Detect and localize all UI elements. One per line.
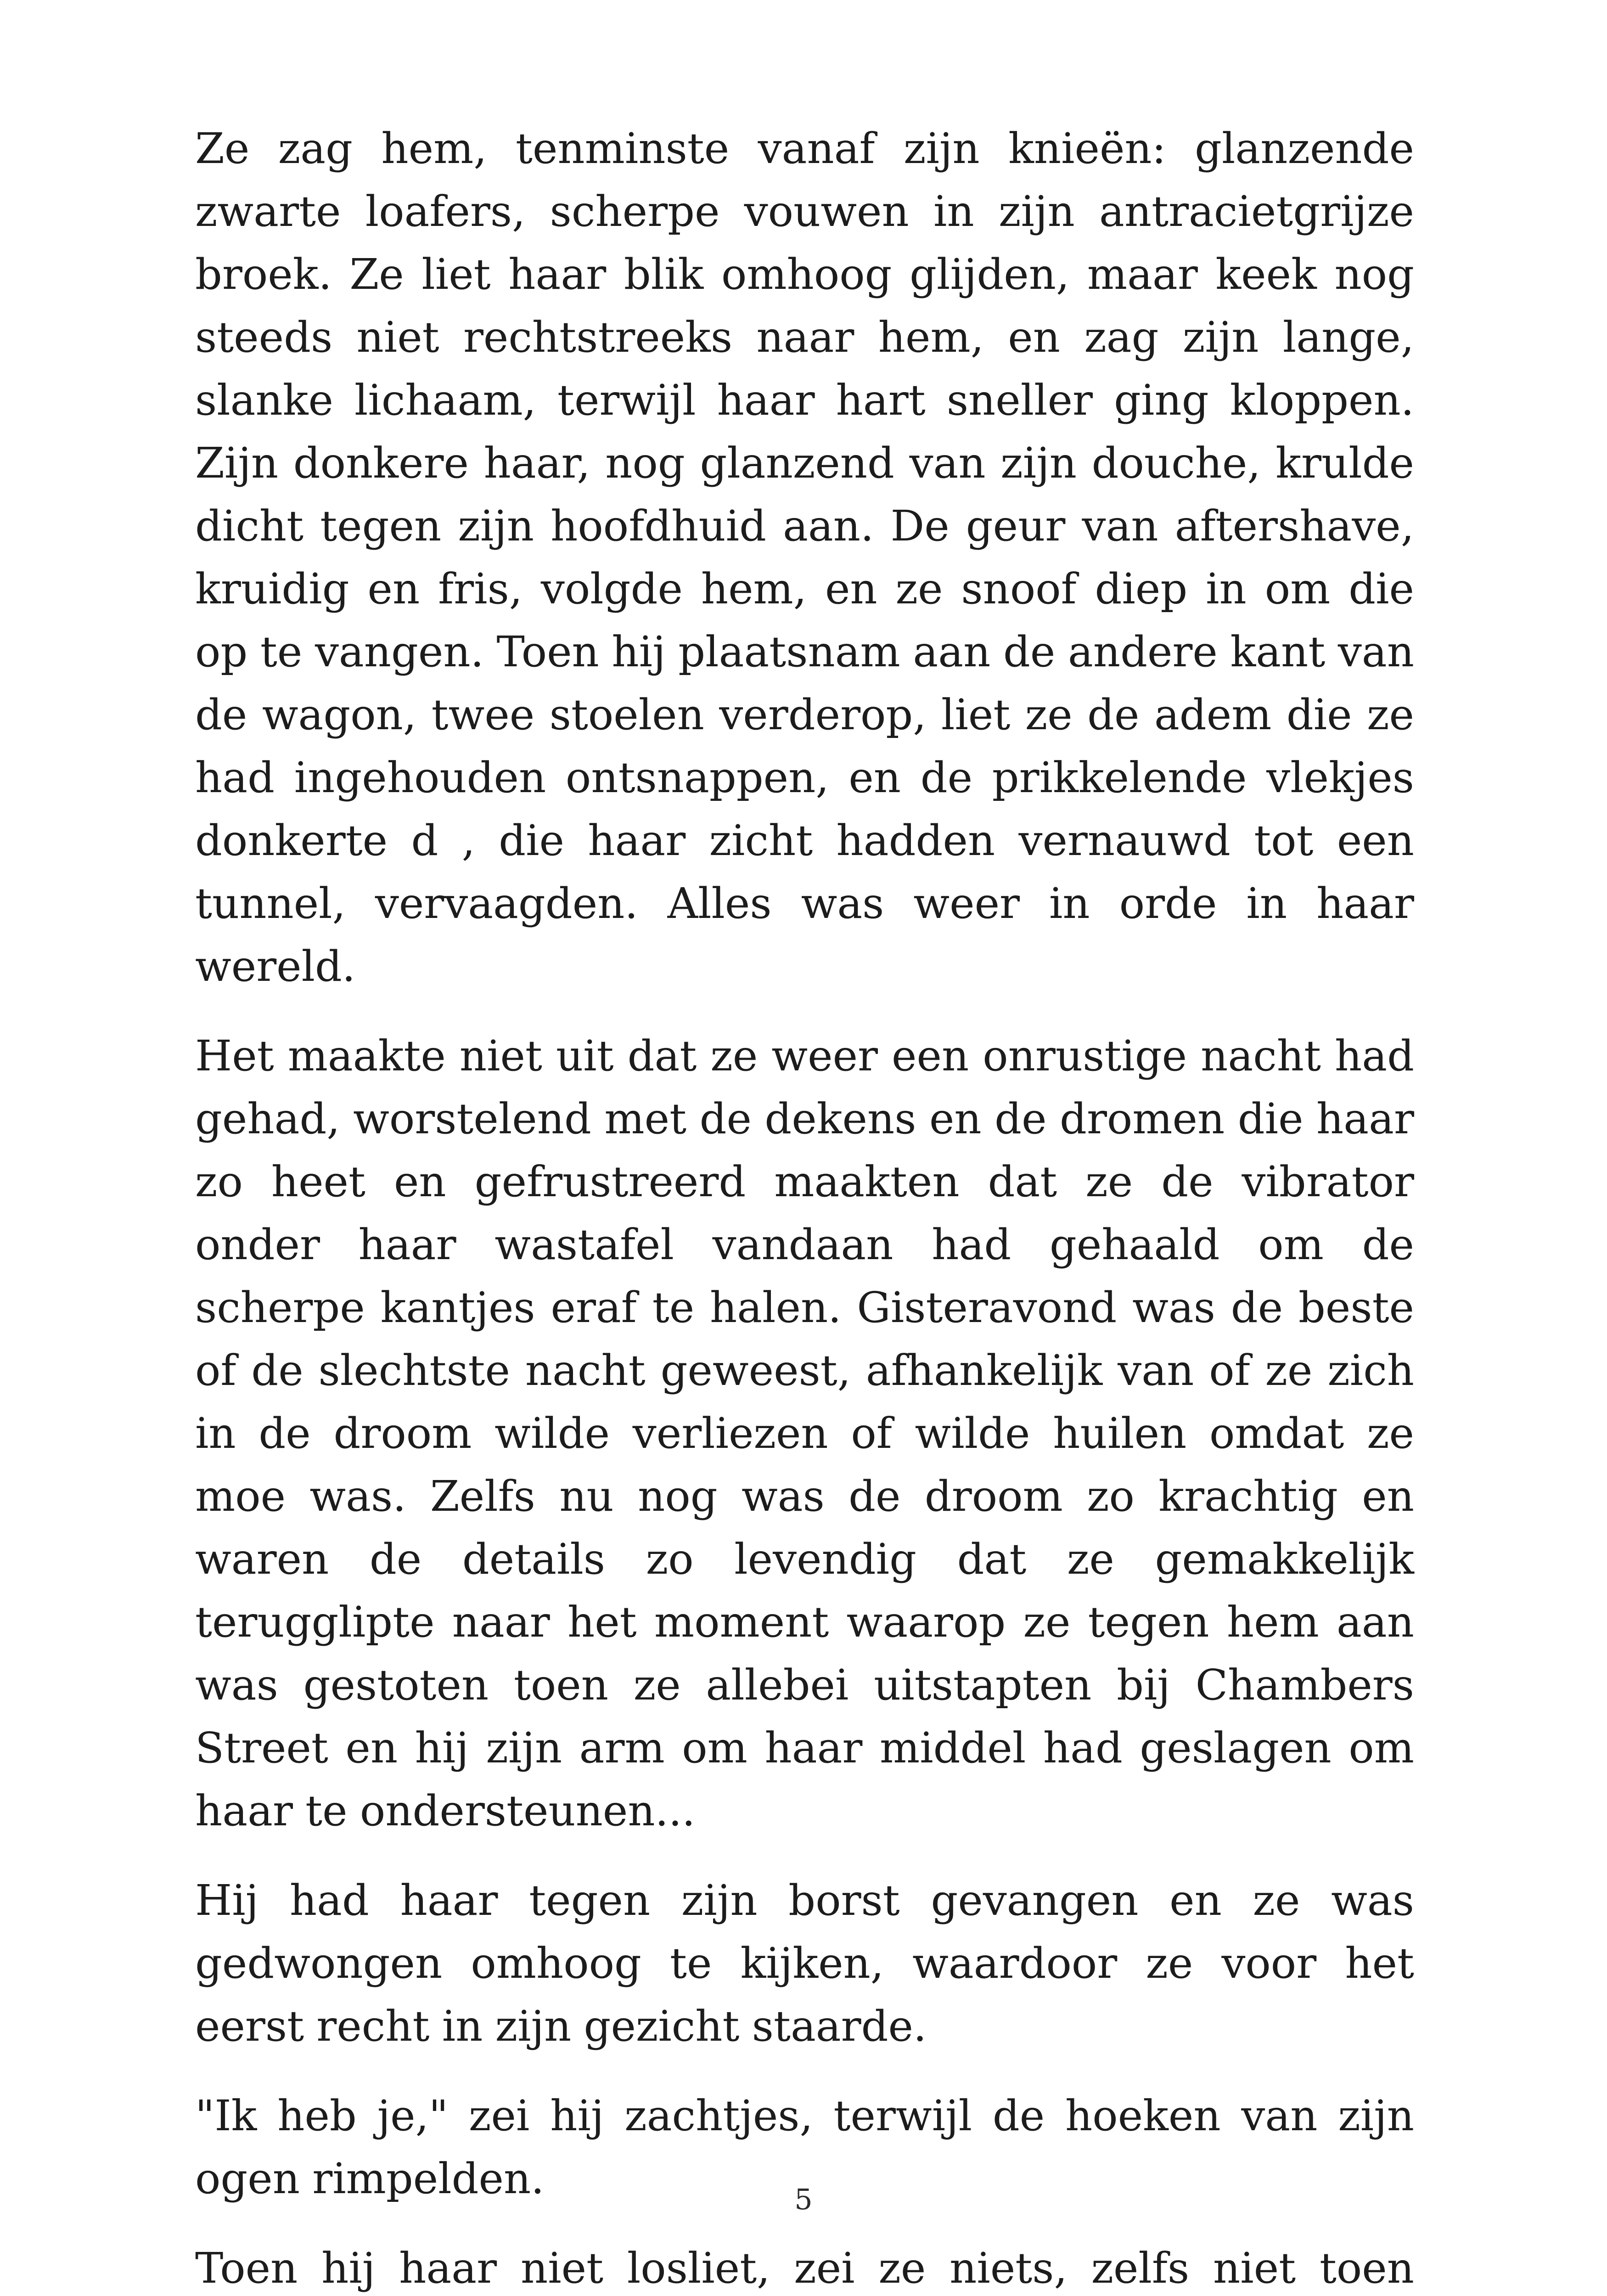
page-number: 5 — [794, 2183, 813, 2216]
page-body — [195, 117, 1414, 2296]
paragraph: Toen hij haar niet losliet, zei ze niets, zelfs niet toen — [195, 2244, 1414, 2293]
paragraph: Hij had haar tegen zijn borst gevangen en ze was gedwongen omhoog te kijken, waardoor ze voor het eerst recht in zijn gezicht staarde. — [195, 1876, 1414, 2051]
paragraph: Het maakte niet uit dat ze weer een onrustige nacht had gehad, worstelend met de dekens en de dromen die haar zo heet en gefrustreerd maakten dat ze de vibrator onder haar wastafel vandaan had gehaald om de scherpe kantjes eraf te halen. Gisteravond was de beste of de slechtste nacht geweest, afhankelijk van of ze zich in de droom wilde verliezen of wilde huilen omdat ze moe was. Zelfs nu nog was de droom zo krachtig en waren de details zo levendig dat ze gemakkelijk terugglipte naar het moment waarop ze tegen hem aan was gestoten toen ze allebei uitstapten bij Chambers Street en hij zijn arm om haar middel had geslagen om haar te ondersteunen... — [195, 1031, 1414, 1835]
paragraph: "Ik heb je," zei hij zachtjes, terwijl de hoeken van zijn ogen rimpelden. — [195, 2091, 1414, 2203]
paragraph: Ze zag hem, tenminste vanaf zijn knieën: glanzende zwarte loafers, scherpe vouwen in zijn antracietgrijze broek. Ze liet haar blik omhoog glijden, maar keek nog steeds niet rechtstreeks naar hem, en zag zijn lange, slanke lichaam, terwijl haar hart sneller ging kloppen. Zijn donkere haar, nog glanzend van zijn douche, krulde dicht tegen zijn hoofdhuid aan. De geur van aftershave, kruidig en fris, volgde hem, en ze snoof diep in om die op te vangen. Toen hij plaatsnam aan de andere kant van de wagon, twee stoelen verderop, liet ze de adem die ze had ingehouden ontsnappen, en de prikkelende vlekjes donkerte d , die haar zicht hadden vernauwd tot een tunnel, vervaagden. Alles was weer in orde in haar wereld. — [195, 124, 1414, 991]
